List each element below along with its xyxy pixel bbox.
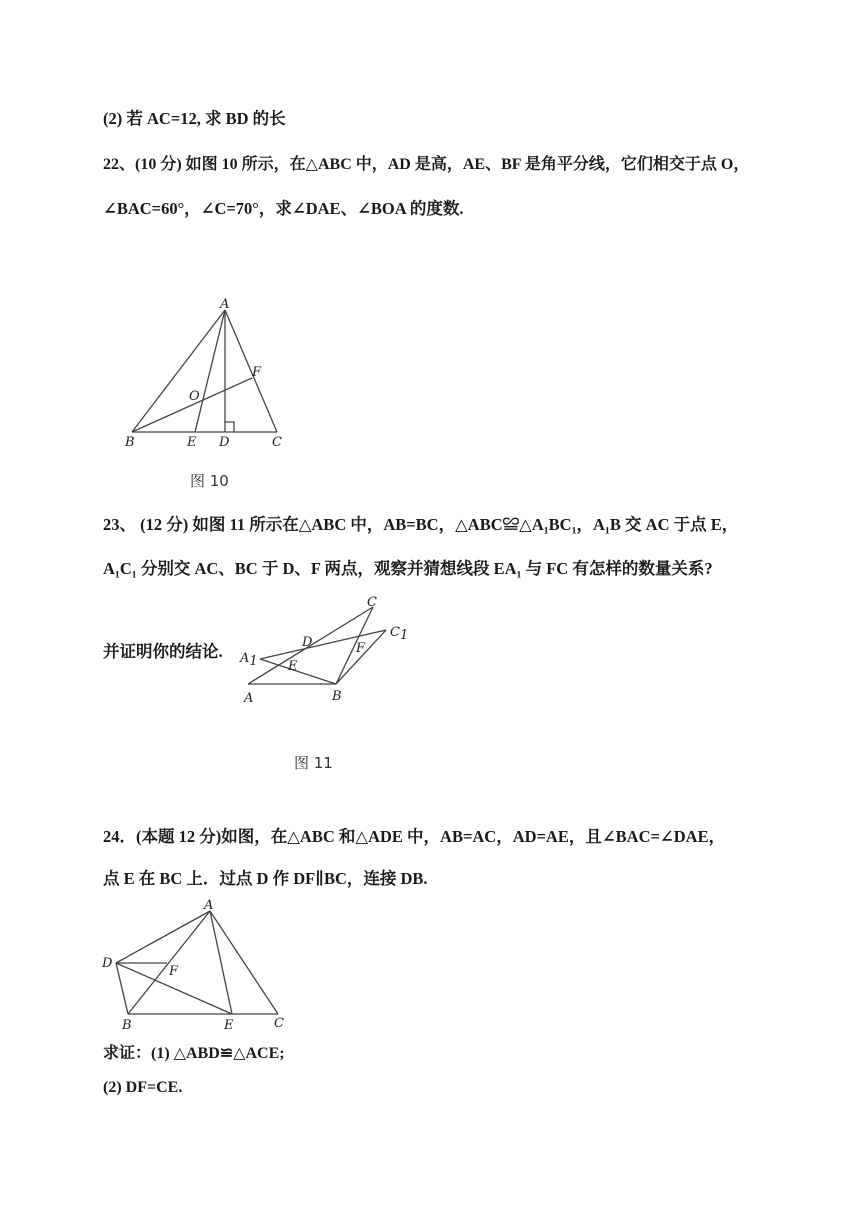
figure-11-caption: 图 11 [294, 754, 333, 772]
segment-ac [225, 310, 277, 432]
label-f: F [252, 365, 262, 380]
segment-a1c1 [260, 630, 386, 659]
label-e: E [224, 1018, 234, 1033]
label-b: B [122, 1018, 132, 1033]
segment-bc1 [336, 630, 386, 684]
segment-ae [210, 911, 232, 1014]
q21-part2: (2) 若 AC=12, 求 BD 的长 [103, 109, 286, 128]
label-a: A [204, 898, 214, 913]
label-o: O [189, 389, 200, 404]
segment-ad [116, 911, 210, 963]
figure-10-caption: 图 10 [190, 472, 229, 490]
segment-db [116, 963, 128, 1014]
label-f: F [169, 964, 179, 979]
figure-10 [115, 297, 315, 460]
q23-line2: A₁C₁ 分别交 AC、BC 于 D、F 两点，观察并猜想线段 EA₁ 与 FC 有怎样的数量关系? [103, 559, 713, 578]
segment-a1b [260, 659, 336, 684]
label-c: C [367, 595, 377, 610]
label-c: C [274, 1016, 284, 1031]
right-angle-mark [225, 422, 234, 432]
label-b: B [125, 435, 135, 450]
label-c: C [272, 435, 282, 450]
q24-line1: 24．(本题 12 分)如图，在△ABC 和△ADE 中，AB=AC，AD=AE，且∠BAC=∠DAE， [103, 827, 726, 846]
label-a1: A1 [240, 651, 258, 669]
label-d: D [102, 956, 113, 971]
label-a: A [220, 297, 230, 312]
q24-proof-2: (2) DF=CE. [103, 1079, 183, 1096]
label-e: E [288, 659, 298, 674]
segment-ac [210, 911, 278, 1014]
q24-proof-1: 求证：(1) △ABD≌△ACE; [103, 1045, 285, 1062]
label-c1: C1 [390, 625, 409, 643]
q22-line2: ∠BAC=60°，∠C=70°，求∠DAE、∠BOA 的度数. [103, 199, 464, 218]
q22-line1: 22、(10 分) 如图 10 所示，在△ABC 中，AD 是高，AE、BF 是角平分线，它们相交于点 O， [103, 156, 750, 173]
label-f: F [356, 641, 366, 656]
label-e: E [187, 435, 197, 450]
label-b: B [332, 689, 342, 704]
q23-line1: 23、 (12 分) 如图 11 所示在△ABC 中，AB=BC，△ABC≌△A₁BC₁，A₁B 交 AC 于点 E， [103, 515, 739, 534]
figure-11 [236, 592, 416, 712]
label-d: D [302, 635, 313, 650]
label-a: A [244, 691, 254, 706]
segment-ae-bisector [195, 310, 225, 432]
figure-24 [100, 895, 300, 1040]
label-d: D [219, 435, 230, 450]
q24-line2: 点 E 在 BC 上．过点 D 作 DF∥BC，连接 DB. [103, 869, 428, 888]
q23-line3: 并证明你的结论. [103, 642, 223, 661]
segment-ab [132, 310, 225, 432]
